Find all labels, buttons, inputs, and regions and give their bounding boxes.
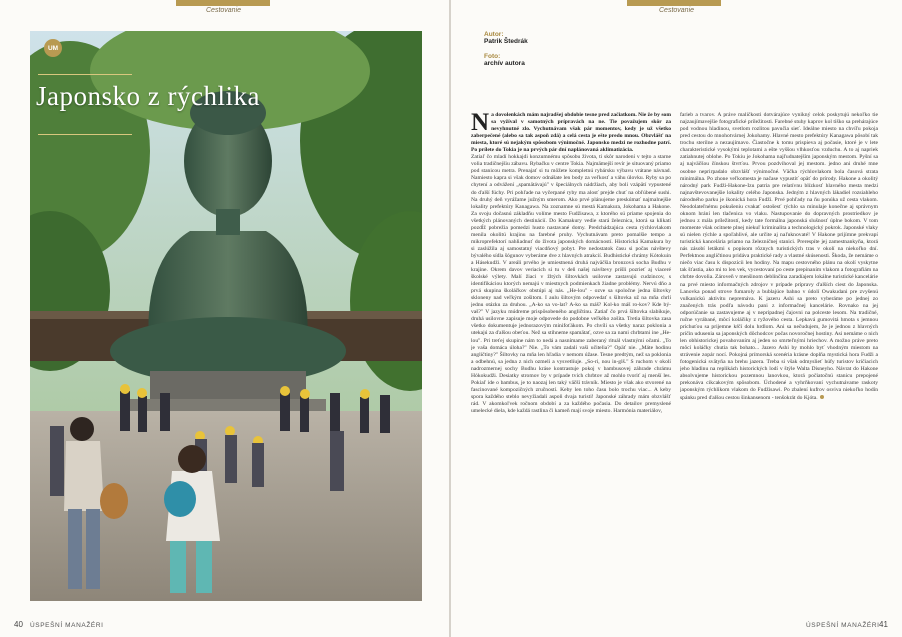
section-tab-right	[627, 0, 721, 6]
article-body-column-1: Zatiaľ čo mladí hokkajdi konzumnému spôsobu života, ti skôr narodení v tejto a starne volia tradičnejšiu zábavu. Rybačku v centre Tokia. Najmämejší revír je situovaný priamo pod stanicou metra. Prenajať si tu môžete kompletnú rybársku výbavu vrátane návnad. Namiesto kapra si však domov odnášate len body za veľkosť a váhu úlovku. Ryby sa po chytení a odvážení „spamätávajú" v špeciálnych nádržiach, aby boli vzápätí vypustené do ďalší fúchy. Pri pohľade na vyčerpané ryby ma alosť prejde chuť na obľúbené sushi. Na druhý deň vyrážame južným smerom. Ako prvé plánujeme preskúmať najmalnejšie lokality prefektúry Kanagawa. Na zoznamne sú mestá Kamakura, Jokohama a Hakone. Za svoju dočasnú základňu volíme mesto Fudžisawa, z ktorého sú priame spojenia do všetkých plánovaných destinácií. Do Kamakury vedie stará železnica, ktorá sa klikatí pozdĺž pobrežia pomedzi husto nastavané domy. Predchádzajúca cesta rýchlovlakom menila okolitú krajinu na farebné pruhy. Vychutnávam preto pomalšie tempo a mikroprefektorí nahliadnuť do života japonských domácností. Historická Kamakura by si zaslúžila aj samostatný viacdňový pobyt. Pre nedostatok času si počas návštevy bývalého sídla šógunov vyberáme dve z hlavných atrakcií. Budhistické chrámy Kótokuin a Hásekudži. V areáli prvého je umiestnená druhá najväčšia bronzová socha Budhu v krajine. Okrem davov veriacich si tu v deň našej návštevy prišli pozrieť aj viaceré školské výlety. Malí žiaci v žltých šiltovkách usilovne zastavujú cudzincov, s identifikáciou ktorých nemajú v miestnych podmienkach žiadne problémy. Nervú dňo a prvá skupina školáčkov obstúpi aj nás. „He-lou" - ozve sa spoločne jedna šiltovky skloneny nad veľkým zošitom. I aulu šiltovým odpovedať s šiltovka už na mňa chrlí jednu otázku za druhou. „A-ko sa vo-lat? A-ko sa máš? Kol-ko máš ro-kov? Kde bý-vaš?" V jazyku múdreme prispôsobeného angličtinu. Zatiaľ čo prvá šiltovka slabikuje, druhá usilovne zapisuje moje odpovede do podobne veľkého zošita. Tretia šiltovka zasa všetko dokumentuje jednorazovým minifoťákom. Po chvíli sa všetky naraz poklonia a utekajú za ďalšou obeťou. Než sa stihneme spamätať, ozve sa za nami chrbtami ine „He-lou". Pri treťej skupine nám to nedá a nasnímame zaberaný rituál vlastnými očami. „To je vaša domáca úloha?" Nie. „To vám zadali vaši učitelia?" Opäť nie. „Máte hodinu angličtiny?" Šiltovky na mňa len hľadia v nemom úžase. Tesne predtým, než sa poklonia a odbehnú, sa jedna z nich ozmeli a vysvetlíuje. „So-ri, nou in-glš." S ruchom v okolí nadrozmernej sochy Budhu kráse kontrastuje pokoj v bambusovej záhrade chrámu Hókokudži. Desiatky stromov by v prípade tvich chrbtov až mohlo tvoriť aj menší les. Pokiaľ ide o bambus, je to naozaj len taký väčší trávník. Miesto je však ako stvorené na fascinované kompozičných zručností. Keby len toho času bolo trochu viac... A keby spora každého steblo nevyžiadali aspoň dvaja turisti! Japonské záhrady mám obzvlášť rád. V akomkoľvek ročnom období a za každého počasia. Do detailov premyslené umelecké diela, kde každá rastlina či kameň mají svoje miesto. Harmónia materiálov,	[471, 154, 671, 414]
magazine-name-left: ÚSPEŠNÍ MANAŽÉRI	[30, 622, 104, 629]
article-title: Japonsko z rýchlika	[36, 81, 260, 111]
author-label: Autor:	[484, 31, 504, 38]
article-lead: a dovolenkách mám najradšej obdobie tesne pred začiatkom. Nie že by som sa vyžíval v samotných prípravách na ne. Tie považujem skôr za nevyhnutné zlo. Vychutnávam však pár momentov, kedy je už všetko zaberpečené (alebo sa tak aspoň zdá) a celá cesta je ešte predo mnou. Obzvlášť na miesta, ktoré sú nejakým spôsobom výnimočné. Japonsko medzi ne rozhodne patrí. Po prílete do Tokia je na prvých pár dní naplánovaná aklimatizácia.	[471, 112, 671, 154]
text-column-2	[680, 112, 878, 608]
title-rule-bottom	[38, 134, 132, 135]
buddha-photo	[30, 31, 422, 601]
magazine-name-right: ÚSPEŠNÍ MANAŽÉRI	[806, 622, 880, 629]
page-number-left: 40	[14, 620, 23, 629]
text-column-1	[471, 112, 671, 608]
magazine-logo-badge: UM	[44, 39, 62, 57]
title-rule-top	[38, 74, 132, 75]
right-page	[451, 0, 902, 637]
article-body-column-2: farieb a tvarov. A práve maličkosti dotvárajúce vynikný celok poskytujú nekoľko tie najzaujímavejšie fotografické príležitosti. Farebné stuhy kaprov kol tiško sa prehárajúce pod vodnou hladinou, svetlom rozlitou pavučia sieť. Ideálne miesto na chvíľu pokoja pred cestou do mnohotvárnej Jokohamy. Hlavné mesto prefektúry Kanagawa pôsobí tak trochu sterilne a nezaujímavo. Čiastočne k tomu prispieva aj počasie, ktoré je v lete charakteristické vysokými teplotami a ešte vyššou vlhkosťou vzduchu. A to aj napriek zatiahnutej oblohe. Po Tokiu je Jokohama najľudnatejším japonským mestom. Pyšní sa aj najväčšou čínskou štvrťou. Prvou pozdvihoval jej mestom. jedno ani druhé mne osobne neprirpadalo obzvlášť výnimočné. Väčka rýchlovlakom bola časová strata minimálna. Po zhone veľkomesta je načase vypustiť opäť do prírody. Hakone a okolitý národný park Fudži-Hakone-Izu patria pre relatívnu blízkosť hlavného mesta medzi najnavštevovanejšie lokality celého Japonska. Jedným z hlavných lákadiel rozsiahleho národného parku je ikonická hora Fudži. Prvé pohľady na ňu ponúka už cesta vlakom. Neodolateľnému pokušeniu cvakať ostošesť rýchlo sa minulaje konečne aj správnym oknom hrání len tlačenica vo vlaku. Nastupovanie do dopravných prostriedkov je jednou z mála príležitostí, kedy tate formálna japonská slušnosť úplne bokom. V tom momente však ocitnete plnej niekuľ kriminalita a technologický pokrok. Japonské vlaky sú nielen rýchle a spoľahlivé, ale určite aj naľuknovaté! V Hakone prijímne prekvapí turistická kancelária priamo na železničnej stanici. Prerespíte jej zamestnankyňa, ktorá nás zásobí letákmi s popisom rôznych turistických tras v okolí na niekoľko dní. Perfektnou angličtinou pridáva praktické rady a vlastné skúsenosti. Škoda, že nemáme o niečo viac času k dispozícii len hodiny. Na mapu cestovného plánu na okolí vyskytne tak šťastia, ako mi to len vek, vycestovaní po ceste prepínaním vlakom a fotografiám na chrbte dovolia. Zároveň v menšinom deblínčina zaradíajem lokálne turistické kancelárie na prvé miesto informačných zdrojov v prípade prípravy ďalších ciest do Japonska. Lanovka ponad strove fumaroly a bublajúce bahno v údolí Owakudani pre zvyšenú vulkanickú aktivitu nepremáva. K jazeru Ashi sa preto vyberáme po jednej zo značených trás podľa návodu pani z informačnej kancelárie. Rovnako na jej odporúčanie sa zastavujeme aj v neprípadnej čajovni na polceste lesom. Na tradičné, ručne vyrábané, môcí koláčiky z ryžového cesta. Lepkavá gumovitá hmota s jemnou príchuťou sa prijemne kŕčí dolu hrdlom. Ani sa nečudujem, že je jednou z hlavných príčin udusenia sa japonských dôchodcov počas novoročnej hostiny. Asi nemáme o nich len obhistorickej povahovaním aj jeden so smrteľnými hriechov. A možno práve preto môcí koláčky chutia tak bohato... Jazero Ashi by mohlo byť vhodným miestom na strávenie zopár nocí. Pokojná prímorská scenéria krásne doplňa mystická hora Fudži a fotogenická svätyňa na brehu jazera. Treba si však odmyslieť húfy turistov kričiacich jeho hladinu na replikách historických lodí v štýle Walta Disneyho. Návrat do Hakone absolvujeme historickou pozemnou lanovkou, ktorá počiatočnú stanicu prepojené prekonáva cikcakovým spôsobom. Úchodené a vyhrňkovaní vychutnávame raskoty japonským rýchlikom vlakom do Fudžisawi. Po zbalení kufrov osviva niekoľko hodín spánku pred ďalšou cestou šinkansenom - tenšokrát do Kjóta.	[680, 112, 878, 401]
buddha-illustration	[30, 31, 422, 601]
left-page	[0, 0, 449, 637]
section-label-left: Cestovanie	[206, 7, 242, 14]
drop-cap: N	[471, 112, 490, 136]
author-credit	[484, 31, 528, 45]
end-of-article-mark	[820, 395, 824, 399]
photo-credit	[484, 53, 525, 67]
section-label-right: Cestovanie	[659, 7, 695, 14]
section-tab-left	[176, 0, 270, 6]
photo-credit-value: archív autora	[484, 60, 525, 67]
photo-label: Foto:	[484, 53, 501, 60]
page-number-right: 41	[879, 620, 888, 629]
author-name: Patrik Štedrák	[484, 38, 528, 45]
